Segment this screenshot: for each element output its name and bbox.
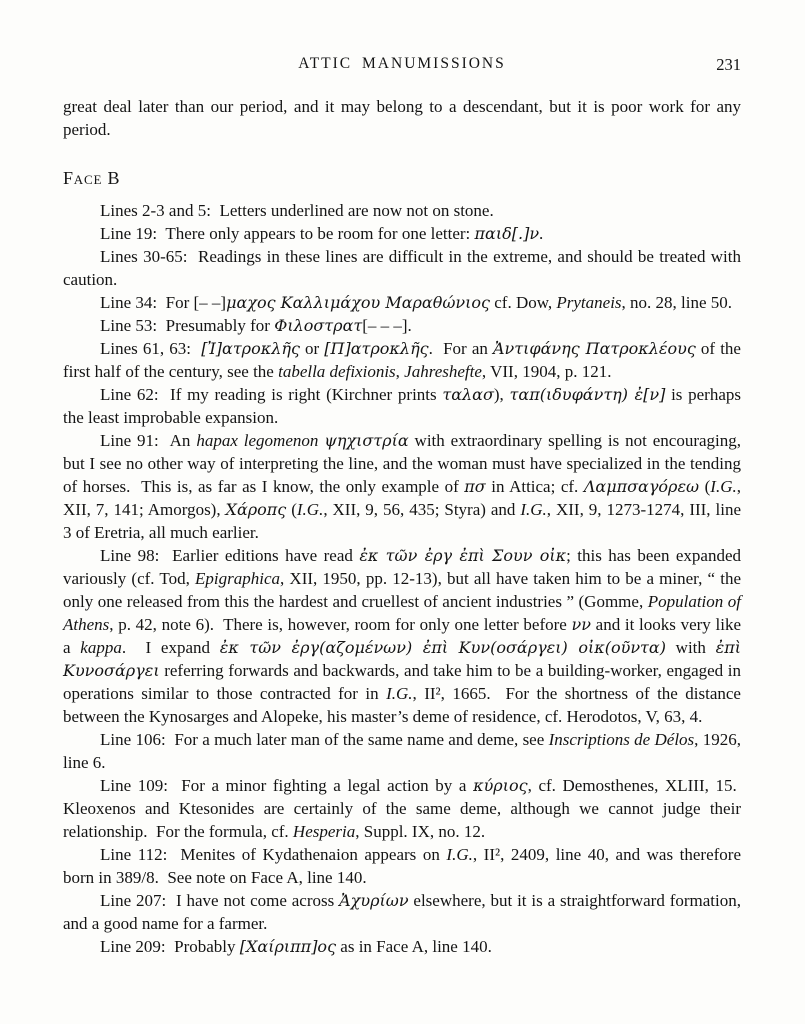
text-run: ; this has been expanded variously (cf. Tod, bbox=[63, 546, 742, 588]
paragraph bbox=[63, 199, 741, 222]
paragraph bbox=[63, 291, 741, 314]
text-run: , XII, 9, 1273-1274, III, line 3 of Eretria, all much earlier. bbox=[63, 500, 741, 542]
paragraph bbox=[63, 337, 741, 383]
text-run: in Attica; cf. bbox=[485, 477, 584, 496]
text-run: Line 98: Earlier editions have read bbox=[100, 546, 360, 565]
text-run: . bbox=[539, 224, 544, 243]
text-run: with extraordinary spelling is not encouraging, but I see no other way of interpreting the line, and the woman must have specialized in the tending of horses. This is, as far as I know, the only example of bbox=[63, 431, 742, 496]
text-run: , no. 28, line 50. bbox=[621, 293, 733, 312]
greek-text-run: ταλασ bbox=[442, 385, 494, 404]
text-run: ( bbox=[286, 500, 297, 519]
text-run: Line 34: For [– –] bbox=[100, 293, 227, 312]
text-run: , II², 2409, line 40, and was therefore born in 389/8. See note on Face A, line 140. bbox=[63, 845, 741, 887]
text-run: great deal later than our period, and it may belong to a descendant, but it is poor work for any period. bbox=[63, 97, 741, 139]
text-run: Line 62: If my reading is right (Kirchner prints bbox=[100, 385, 443, 404]
text-run: Line 209: Probably bbox=[100, 937, 240, 956]
intro-paragraphs bbox=[63, 95, 741, 141]
text-run: ( bbox=[699, 477, 711, 496]
greek-text-run: μαχος Καλλιμάχου Μαραθώνιος bbox=[226, 293, 490, 312]
greek-text-run: Χάροπς bbox=[225, 500, 287, 519]
text-run: , cf. Demosthenes, XLIII, 15. Kleoxenos and Ktesonides are certainly of the same deme, although we cannot judge their relationship. For the formula, cf. bbox=[63, 776, 741, 841]
text-run: as in Face A, line 140. bbox=[336, 937, 492, 956]
text-run: Lines 2-3 and 5: Letters underlined are now not on stone. bbox=[100, 201, 494, 220]
text-run: , Suppl. IX, no. 12. bbox=[355, 822, 486, 841]
paragraph bbox=[63, 935, 741, 958]
text-run: Line 19: There only appears to be room for one letter: bbox=[100, 224, 475, 243]
text-run: cf. Dow, bbox=[489, 293, 557, 312]
greek-text-run: ἐπὶ Κυνοσάργει bbox=[63, 638, 741, 680]
text-run: or bbox=[299, 339, 325, 358]
text-run: , 1926, line 6. bbox=[63, 730, 741, 772]
text-run: Line 109: For a minor fighting a legal action by a bbox=[100, 776, 474, 795]
section-heading-face-b: Face B bbox=[63, 168, 121, 188]
notes-paragraphs bbox=[63, 199, 741, 958]
text-run: elsewhere, but it is a straightforward formation, and a good name for a farmer. bbox=[63, 891, 741, 933]
greek-text-run: [Π]ατροκλῆς bbox=[324, 339, 429, 358]
greek-text-run: κύριος bbox=[473, 776, 528, 795]
italic-text-run: Epigraphica bbox=[195, 569, 281, 588]
italic-text-run: Prytaneis bbox=[556, 293, 622, 312]
italic-text-run: hapax legomenon bbox=[196, 431, 319, 450]
text-run: and it looks very like a bbox=[63, 615, 741, 657]
paragraph bbox=[63, 429, 741, 544]
greek-text-run: ψηχιστρία bbox=[324, 431, 409, 450]
paragraph bbox=[63, 774, 741, 843]
paragraph bbox=[63, 95, 741, 141]
text-run: Lines 30-65: Readings in these lines are difficult in the extreme, and should be treated with caution. bbox=[63, 247, 741, 289]
page-content bbox=[63, 55, 741, 958]
paragraph bbox=[63, 728, 741, 774]
body-text bbox=[63, 95, 741, 958]
text-run: of the first half of the century, see the bbox=[63, 339, 741, 381]
text-run: , p. 42, note 6). There is, however, room for only one letter before bbox=[109, 615, 572, 634]
running-header bbox=[63, 55, 741, 79]
greek-text-run: ταπ(ιδυφάντη) ἐ[ν] bbox=[509, 385, 666, 404]
paragraph bbox=[63, 314, 741, 337]
italic-text-run: Hesperia bbox=[292, 822, 356, 841]
running-header-title: ATTIC MANUMISSIONS bbox=[298, 55, 506, 72]
paragraph bbox=[63, 222, 741, 245]
text-run: , XII, 9, 56, 435; Styra) and bbox=[323, 500, 521, 519]
paragraph bbox=[63, 889, 741, 935]
greek-text-run: παιδ[.]ν bbox=[474, 224, 540, 243]
greek-text-run: ἐκ τῶν ἐργ(αζομένων) ἐπὶ Κυν(οσάργει) οἰκ(οῦντα) bbox=[219, 638, 666, 657]
text-run: Line 207: I have not come across bbox=[100, 891, 340, 910]
paragraph bbox=[63, 544, 741, 728]
paragraph bbox=[63, 245, 741, 291]
text-run: , II², 1665. For the shortness of the distance between the Kynosarges and Alopeke, his master’s deme of residence, cf. Herodotos, V, 63, 4. bbox=[63, 684, 741, 726]
italic-text-run: I.G. bbox=[386, 684, 413, 703]
paragraph bbox=[63, 383, 741, 429]
text-run: referring forwards and backwards, and take him to be a building-worker, engaged in operations similar to those contracted for in bbox=[63, 661, 741, 703]
greek-text-run: πσ bbox=[464, 477, 486, 496]
text-run: Line 91: An bbox=[100, 431, 197, 450]
greek-text-run: Ἀχυρίων bbox=[339, 891, 409, 910]
italic-text-run: I.G. bbox=[520, 500, 547, 519]
italic-text-run: I.G. bbox=[296, 500, 324, 519]
greek-text-run: Φιλοστρατ bbox=[274, 316, 363, 335]
greek-text-run: [Ἰ]ατροκλῆς bbox=[201, 339, 300, 358]
text-run: . For an bbox=[428, 339, 493, 358]
greek-text-run: Ἀντιφάνης Πατροκλέους bbox=[492, 339, 696, 358]
greek-text-run: ἐκ τῶν ἐργ ἐπὶ Σουν οἰκ bbox=[359, 546, 567, 565]
paragraph bbox=[63, 843, 741, 889]
text-run: ), bbox=[493, 385, 510, 404]
text-run: , XII, 1950, pp. 12-13), but all have taken him to be a miner, “ the only one released from this the hardest and cruellest of ancient industries ” (Gomme, bbox=[63, 569, 741, 611]
page-number: 231 bbox=[716, 55, 741, 74]
text-run: . I expand bbox=[121, 638, 220, 657]
text-run: Line 112: Menites of Kydathenaion appears on bbox=[100, 845, 447, 864]
greek-text-run: Λαμπσαγόρεω bbox=[583, 477, 700, 496]
text-run: [– – –]. bbox=[362, 316, 412, 335]
greek-text-run: [Χαίριππ]ος bbox=[239, 937, 337, 956]
italic-text-run: Jahreshefte bbox=[404, 362, 482, 381]
italic-text-run: Population of Athens bbox=[63, 592, 742, 634]
text-run: Line 53: Presumably for bbox=[100, 316, 275, 335]
italic-text-run: tabella defixionis bbox=[278, 362, 396, 381]
italic-text-run: kappa bbox=[80, 638, 122, 657]
text-run: Line 106: For a much later man of the same name and deme, see bbox=[100, 730, 549, 749]
italic-text-run: I.G. bbox=[446, 845, 473, 864]
text-run: is perhaps the least improbable expansion. bbox=[63, 385, 742, 427]
text-run: with bbox=[665, 638, 716, 657]
text-run: Lines 61, 63: bbox=[100, 339, 202, 358]
greek-text-run: νν bbox=[571, 615, 591, 634]
text-run: , VII, 1904, p. 121. bbox=[481, 362, 612, 381]
italic-text-run: Inscriptions de Délos bbox=[548, 730, 695, 749]
text-run: , bbox=[395, 362, 405, 381]
italic-text-run: I.G. bbox=[710, 477, 737, 496]
text-run: , XII, 7, 141; Amorgos), bbox=[63, 477, 741, 519]
